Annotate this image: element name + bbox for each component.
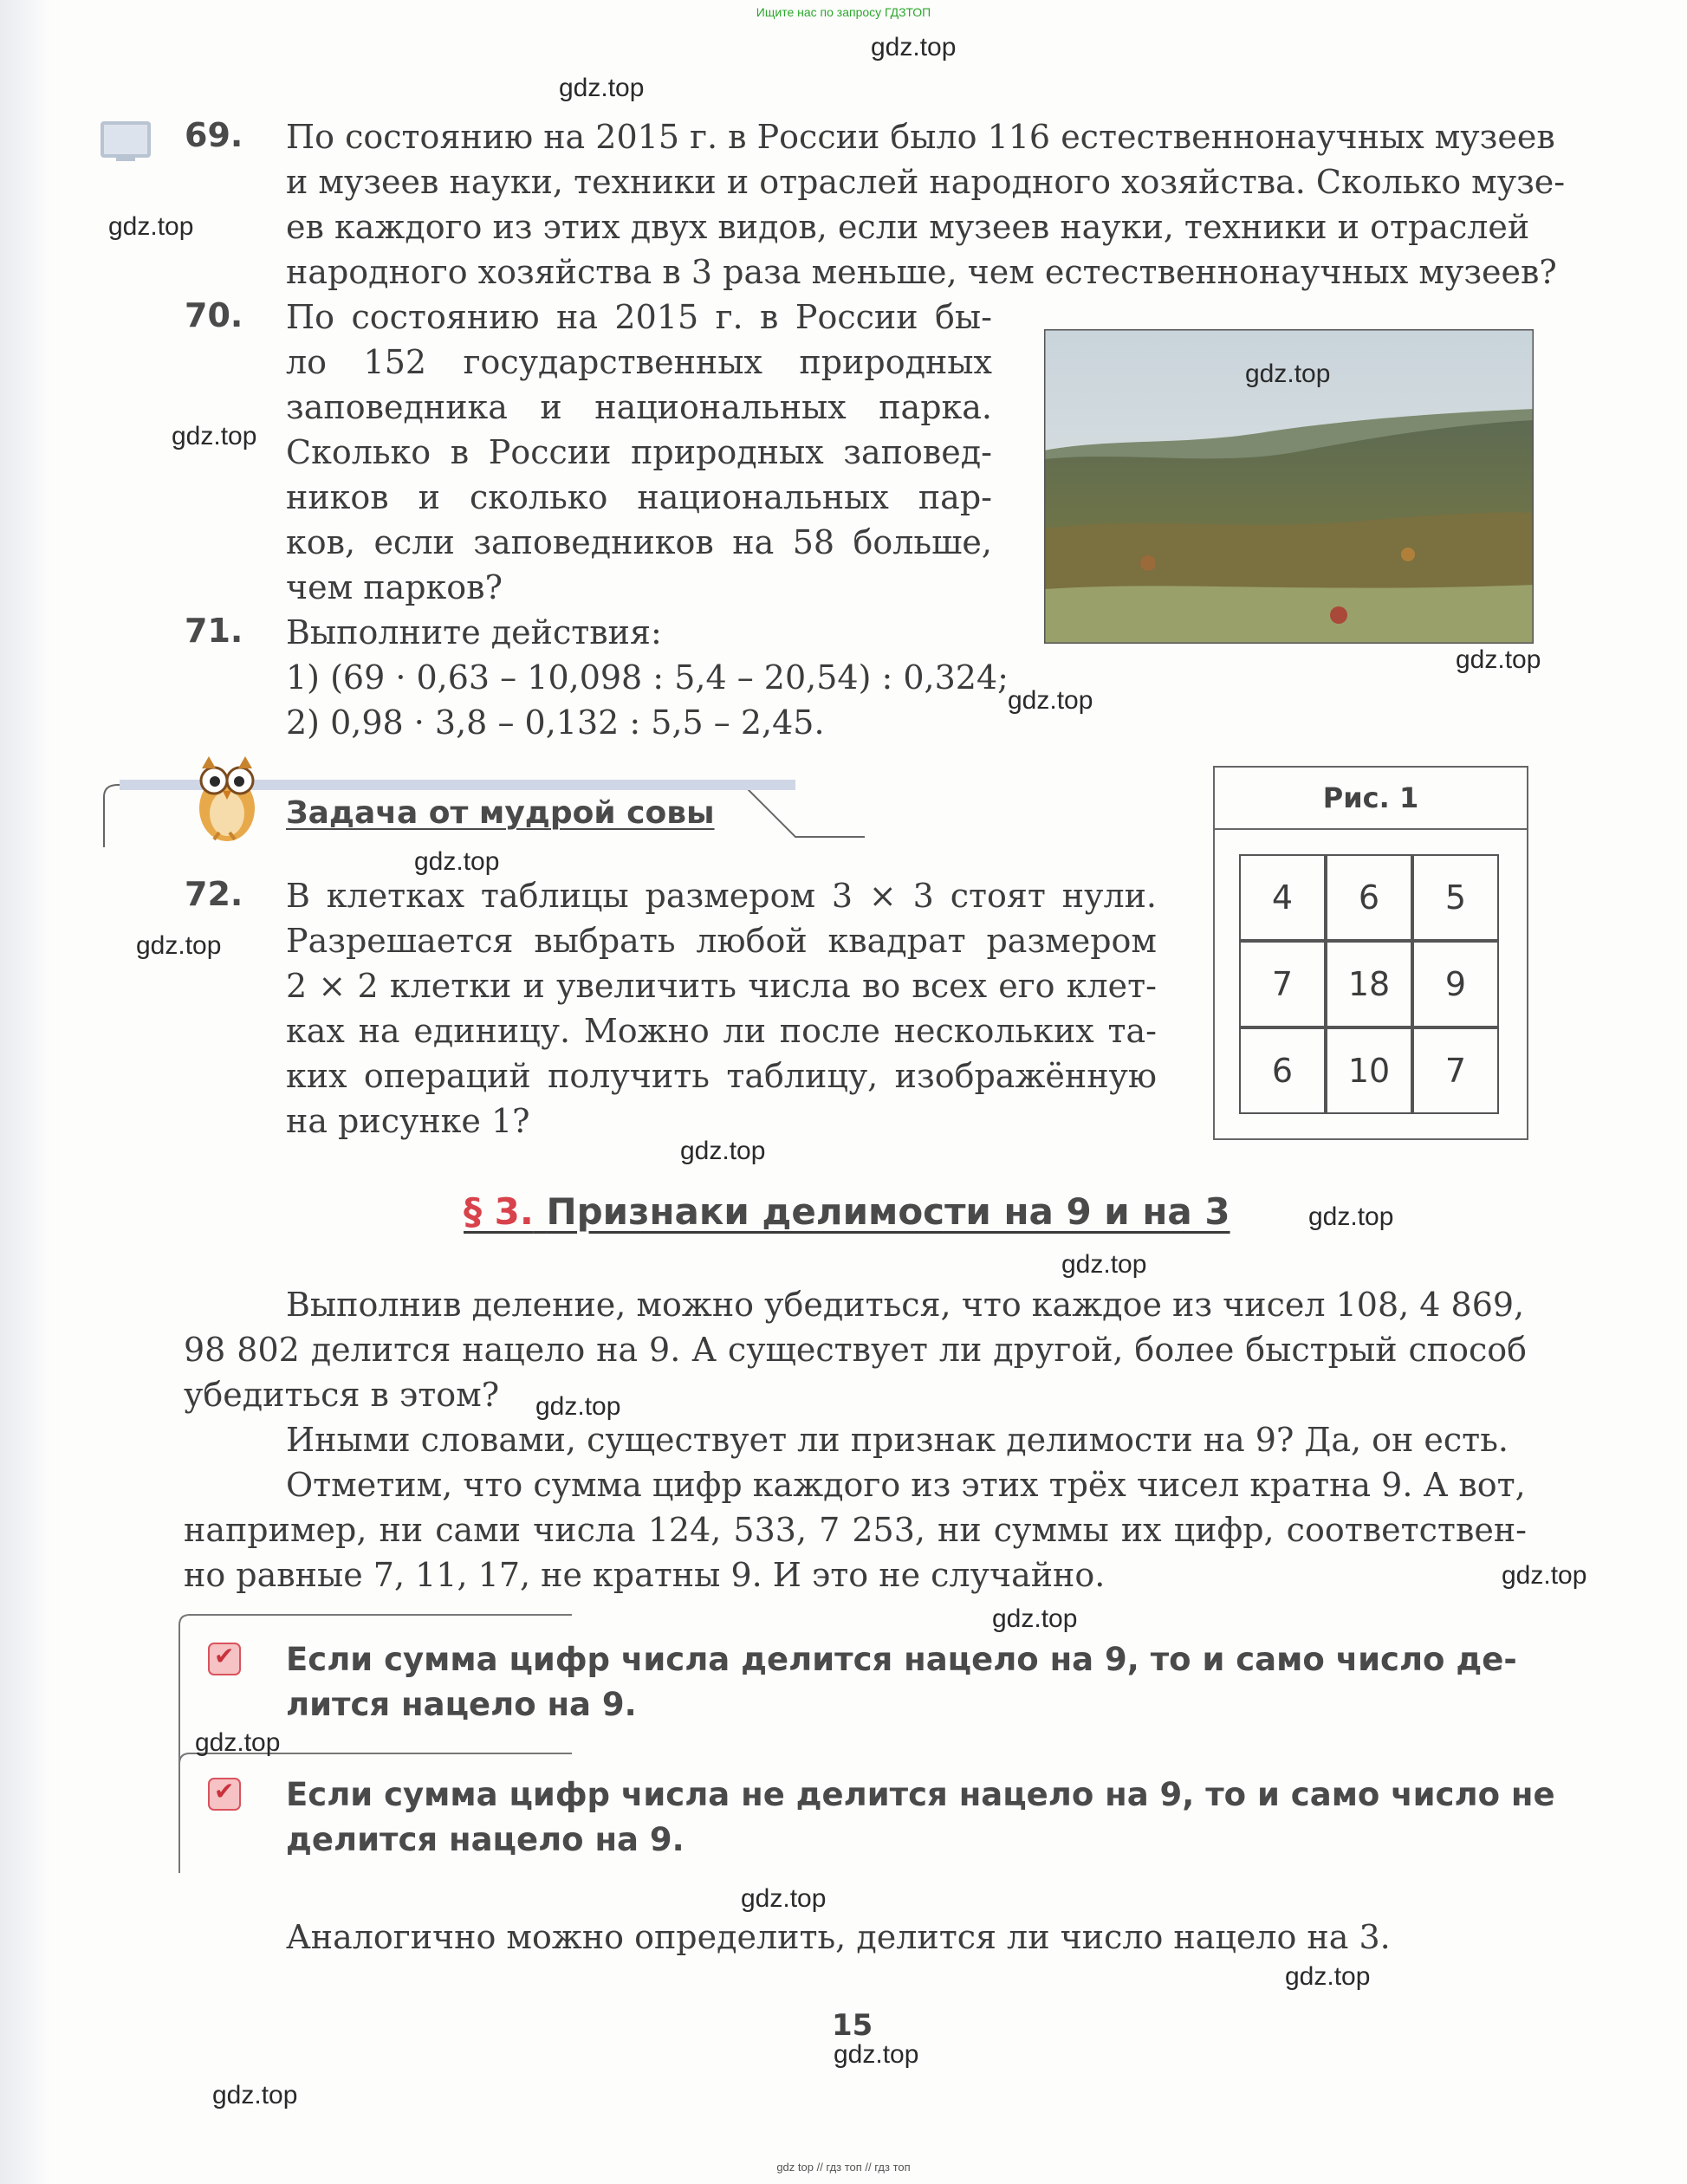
para3-line-2: например, ни сами числа 124, 533, 7 253, ни суммы их цифр, соответствен- — [184, 1511, 1527, 1549]
problem-69-line-1: По состоянию на 2015 г. в России было 116 естественнонаучных музеев — [286, 118, 1555, 156]
problem-69-line-4: народного хозяйства в 3 раза меньше, чем естественнонаучных музеев? — [286, 253, 1557, 291]
watermark: gdz.top — [1502, 1561, 1587, 1590]
problem-72-line-1: В клетках таблицы размером 3 × 3 стоят нули. — [286, 877, 1157, 915]
problem-71-number: 71. — [185, 612, 243, 650]
problem-72-number: 72. — [185, 875, 243, 913]
problem-69-number: 69. — [185, 116, 243, 154]
page-gutter-shadow — [0, 0, 50, 2184]
para1-line-3: убедиться в этом? — [184, 1376, 500, 1414]
page-number: 15 — [832, 2008, 873, 2043]
watermark: gdz.top — [1285, 1962, 1371, 1991]
grid-cell: 6 — [1326, 854, 1412, 941]
problem-69-line-3: ев каждого из этих двух видов, если музеев науки, техники и отраслей — [286, 208, 1530, 246]
watermark: gdz.top — [535, 1392, 621, 1421]
watermark: gdz.top — [136, 931, 222, 960]
problem-72-line-2: Разрешается выбрать любой квадрат размером — [286, 922, 1157, 960]
computer-monitor-icon — [101, 121, 151, 158]
section-title: Признаки делимости на 9 и на 3 — [546, 1190, 1230, 1233]
para1-line-2: 98 802 делится нацело на 9. А существует ли другой, более быстрый способ — [184, 1331, 1527, 1369]
watermark: gdz.top — [172, 422, 257, 450]
grid-cell: 10 — [1326, 1027, 1412, 1114]
problem-72-line-5: ких операций получить таблицу, изображённую — [286, 1057, 1157, 1095]
rule-2-line-1: Если сумма цифр числа не делится нацело на 9, то и само число не — [286, 1776, 1555, 1813]
problem-70-line-4: Сколько в России природных заповед- — [286, 433, 992, 471]
watermark: gdz.top — [871, 33, 957, 62]
problem-72-line-3: 2 × 2 клетки и увеличить числа во всех его клет- — [286, 967, 1157, 1005]
watermark: gdz.top — [195, 1728, 281, 1757]
problem-70-line-1: По состоянию на 2015 г. в России бы- — [286, 298, 992, 336]
figure-1-caption: Рис. 1 — [1215, 768, 1527, 830]
footer-note: gdz top // гдз топ // гдз топ — [776, 2161, 911, 2174]
watermark: gdz.top — [1308, 1202, 1394, 1231]
watermark: gdz.top — [1061, 1250, 1147, 1279]
checkmark-icon — [208, 1643, 241, 1675]
watermark: gdz.top — [680, 1137, 766, 1165]
section-heading — [464, 1190, 1230, 1233]
grid-cell: 5 — [1412, 854, 1499, 941]
watermark: gdz.top — [414, 847, 500, 876]
watermark: gdz.top — [559, 74, 645, 102]
para4: Аналогично можно определить, делится ли число нацело на 3. — [286, 1918, 1391, 1956]
grid-cell: 7 — [1239, 941, 1326, 1027]
problem-71-line-3: 2) 0,98 · 3,8 – 0,132 : 5,5 – 2,45. — [286, 703, 825, 742]
problem-70-line-3: заповедника и национальных парка. — [286, 388, 992, 426]
watermark: gdz.top — [992, 1604, 1078, 1633]
problem-72-line-6: на рисунке 1? — [286, 1102, 530, 1140]
problem-69-line-2: и музеев науки, техники и отраслей народного хозяйства. Сколько музе- — [286, 163, 1566, 201]
rule-2-line-2: делится нацело на 9. — [286, 1821, 685, 1858]
owl-heading-title: Задача от мудрой совы — [286, 795, 715, 831]
watermark: gdz.top — [108, 212, 194, 241]
grid-cell: 7 — [1412, 1027, 1499, 1114]
problem-72-line-4: ках на единицу. Можно ли после нескольких та- — [286, 1012, 1157, 1050]
problem-70-line-7: чем парков? — [286, 568, 503, 606]
grid-cell: 18 — [1326, 941, 1412, 1027]
problem-70-number: 70. — [185, 296, 243, 334]
problem-70-line-6: ков, если заповедников на 58 больше, — [286, 523, 992, 561]
watermark: gdz.top — [741, 1884, 827, 1913]
watermark: gdz.top — [1008, 686, 1093, 715]
watermark: gdz.top — [1245, 360, 1331, 388]
para2: Иными словами, существует ли признак делимости на 9? Да, он есть. — [286, 1421, 1509, 1459]
problem-71-line-2: 1) (69 · 0,63 – 10,098 : 5,4 – 20,54) : 0,324; — [286, 658, 1009, 697]
problem-70-line-5: ников и сколько национальных пар- — [286, 478, 992, 516]
grid-cell: 4 — [1239, 854, 1326, 941]
para3-line-3: но равные 7, 11, 17, не кратны 9. И это не случайно. — [184, 1556, 1106, 1594]
problem-71-line-1: Выполните действия: — [286, 613, 662, 651]
para1-line-1: Выполнив деление, можно убедиться, что каждое из чисел 108, 4 869, — [286, 1286, 1525, 1324]
para3-line-1: Отметим, что сумма цифр каждого из этих трёх чисел кратна 9. А вот, — [286, 1466, 1526, 1504]
rule-1-line-1: Если сумма цифр числа делится нацело на 9, то и само число де- — [286, 1641, 1517, 1678]
grid-cell: 9 — [1412, 941, 1499, 1027]
rule-1-line-2: лится нацело на 9. — [286, 1686, 637, 1723]
owl-icon — [186, 749, 269, 845]
section-number: § 3. — [464, 1190, 534, 1233]
watermark: gdz.top — [212, 2081, 298, 2109]
header-search-note: Ищите нас по запросу ГДЗТОП — [756, 5, 931, 19]
problem-70-line-2: ло 152 государственных природных — [286, 343, 992, 381]
watermark: gdz.top — [1456, 645, 1541, 674]
grid-cell: 6 — [1239, 1027, 1326, 1114]
watermark: gdz.top — [834, 2040, 919, 2069]
figure-1-grid — [1239, 854, 1502, 1118]
figure-1-frame — [1213, 766, 1528, 1140]
checkmark-icon — [208, 1778, 241, 1811]
